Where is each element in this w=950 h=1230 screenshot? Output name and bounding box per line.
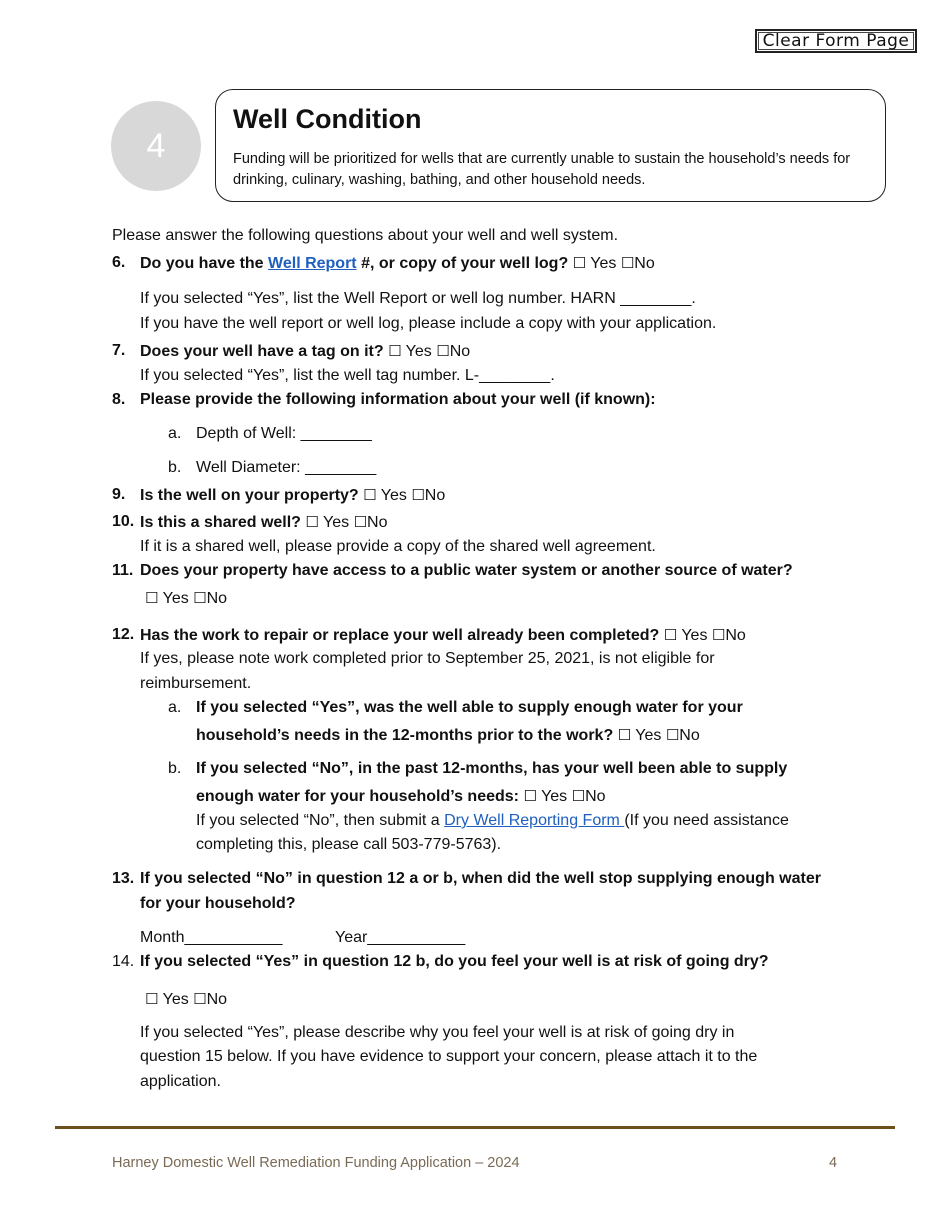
- q11-no-label: No: [206, 590, 228, 607]
- q6-row: [140, 254, 655, 273]
- q12-no-label: No: [725, 627, 746, 644]
- q12b-no-label: No: [585, 788, 606, 805]
- q12a-question-2: household’s needs in the 12-months prior to the work?: [196, 727, 614, 744]
- q14-number: 14.: [112, 953, 135, 970]
- q12-note-2: reimbursement.: [140, 675, 252, 692]
- q10-no-checkbox[interactable]: ☐: [353, 513, 368, 531]
- q11-yes-label: Yes: [162, 590, 189, 607]
- q7-number: 7.: [112, 342, 126, 359]
- q12b-instruction-2: completing this, please call 503-779-5763).: [196, 836, 502, 853]
- q12-no-checkbox[interactable]: ☐: [711, 626, 726, 644]
- section-description: Funding will be prioritized for wells that are currently unable to sustain the household’s needs for drinking, culinary, washing, bathing, and other household needs.: [233, 151, 851, 188]
- q12b-instruction-pre: If you selected “No”, then submit a: [196, 812, 445, 829]
- q10-instruction: If it is a shared well, please provide a copy of the shared well agreement.: [140, 538, 656, 555]
- section-title: Well Condition: [233, 104, 422, 134]
- clear-form-page-button[interactable]: Clear Form Page: [755, 29, 917, 53]
- q8-question: Please provide the following information about your well (if known):: [140, 391, 656, 408]
- q9-no-label: No: [424, 487, 446, 504]
- q6-instruction-2: If you have the well report or well log, please include a copy with your application.: [140, 315, 717, 332]
- q12b-yes-label: Yes: [541, 788, 568, 805]
- q11-number: 11.: [112, 562, 134, 579]
- q11-no-checkbox[interactable]: ☐: [193, 589, 207, 607]
- q6-instruction-1: If you selected “Yes”, list the Well Report or well log number. HARN ________.: [140, 290, 696, 307]
- q12-number: 12.: [112, 626, 135, 643]
- q12b-letter: b.: [168, 760, 182, 777]
- q10-yes-label: Yes: [323, 514, 350, 531]
- q12-row: [140, 626, 746, 645]
- q14-instruction-2: question 15 below. If you have evidence to support your concern, please attach it to the: [140, 1048, 758, 1065]
- q8b-letter: b.: [168, 459, 182, 476]
- q9-yes-label: Yes: [380, 487, 407, 504]
- q7-question: Does your well have a tag on it?: [140, 343, 384, 360]
- q14-yes-checkbox[interactable]: ☐: [145, 990, 159, 1008]
- q7-yes-checkbox[interactable]: ☐: [388, 342, 402, 360]
- q13-question-2: for your household?: [140, 895, 296, 912]
- year-field[interactable]: Year___________: [335, 929, 466, 946]
- q14-instruction-1: If you selected “Yes”, please describe why you feel your well is at risk of going dry in: [140, 1024, 735, 1041]
- q7-no-label: No: [449, 343, 471, 360]
- q12a-letter: a.: [168, 699, 182, 716]
- q14-yes-label: Yes: [162, 991, 189, 1008]
- q7-no-checkbox[interactable]: ☐: [436, 342, 450, 360]
- q12b-question-1: If you selected “No”, in the past 12-months, has your well been able to supply: [196, 760, 788, 777]
- q12b-no-checkbox[interactable]: ☐: [571, 787, 586, 805]
- q12b-row: [196, 787, 606, 806]
- footer-divider: [55, 1126, 895, 1129]
- well-report-link[interactable]: Well Report: [268, 255, 357, 272]
- q12a-yes-label: Yes: [635, 727, 662, 744]
- q9-no-checkbox[interactable]: ☐: [411, 486, 425, 504]
- q14-no-label: No: [206, 991, 228, 1008]
- q14-no-checkbox[interactable]: ☐: [193, 990, 207, 1008]
- q7-instruction: If you selected “Yes”, list the well tag number. L-________.: [140, 367, 555, 384]
- q14-options: [145, 990, 227, 1009]
- q8a-letter: a.: [168, 425, 182, 442]
- q14-instruction-3: application.: [140, 1073, 221, 1090]
- q10-yes-checkbox[interactable]: ☐: [305, 513, 319, 531]
- month-field[interactable]: Month___________: [140, 929, 283, 946]
- q9-row: [140, 486, 445, 505]
- q9-yes-checkbox[interactable]: ☐: [363, 486, 377, 504]
- intro-text: Please answer the following questions about your well and well system.: [112, 227, 619, 244]
- q6-question-pre: Do you have the: [140, 255, 269, 272]
- q6-no-label: No: [634, 255, 655, 272]
- q10-question: Is this a shared well?: [140, 514, 301, 531]
- q12a-yes-checkbox[interactable]: ☐: [617, 726, 632, 744]
- footer-page-number: 4: [829, 1155, 838, 1171]
- q8-number: 8.: [112, 391, 126, 408]
- section-number-badge: 4: [111, 101, 201, 191]
- q13-number: 13.: [112, 870, 135, 887]
- dry-well-reporting-form-link[interactable]: Dry Well Reporting Form: [444, 812, 625, 829]
- q10-number: 10.: [112, 513, 135, 530]
- footer-title: Harney Domestic Well Remediation Funding Application – 2024: [112, 1155, 520, 1171]
- q13-question-1: If you selected “No” in question 12 a or b, when did the well stop supplying enough water: [140, 870, 821, 887]
- depth-of-well-field[interactable]: Depth of Well: ________: [196, 425, 372, 442]
- q12b-instruction-1: [196, 812, 789, 830]
- q12a-question-1: If you selected “Yes”, was the well able to supply enough water for your: [196, 699, 743, 716]
- q12a-no-checkbox[interactable]: ☐: [665, 726, 680, 744]
- q6-yes-checkbox[interactable]: ☐: [572, 254, 587, 272]
- q12b-question-2: enough water for your household’s needs:: [196, 788, 519, 805]
- section-header-card: [215, 89, 886, 202]
- q12-question: Has the work to repair or replace your well already been completed?: [140, 627, 660, 644]
- q7-yes-label: Yes: [405, 343, 432, 360]
- q11-yes-checkbox[interactable]: ☐: [145, 589, 159, 607]
- q9-number: 9.: [112, 486, 126, 503]
- q9-question: Is the well on your property?: [140, 487, 359, 504]
- q6-yes-label: Yes: [590, 255, 617, 272]
- q6-number: 6.: [112, 254, 126, 271]
- q11-options: [145, 589, 227, 608]
- q10-row: [140, 513, 387, 532]
- q6-no-checkbox[interactable]: ☐: [620, 254, 635, 272]
- q12b-yes-checkbox[interactable]: ☐: [523, 787, 537, 805]
- q14-question: If you selected “Yes” in question 12 b, do you feel your well is at risk of going dry?: [140, 953, 769, 970]
- q6-question-post: #, or copy of your well log?: [356, 255, 569, 272]
- q12-yes-checkbox[interactable]: ☐: [663, 626, 678, 644]
- well-diameter-field[interactable]: Well Diameter: ________: [196, 459, 377, 476]
- q12-yes-label: Yes: [681, 627, 708, 644]
- q10-no-label: No: [367, 514, 388, 531]
- q12-note-1: If yes, please note work completed prior to September 25, 2021, is not eligible for: [140, 650, 715, 667]
- q12b-instruction-post: (If you need assistance: [624, 812, 789, 829]
- q12a-row: [196, 726, 700, 745]
- q11-question: Does your property have access to a public water system or another source of water?: [140, 562, 793, 579]
- q12a-no-label: No: [679, 727, 700, 744]
- q7-row: [140, 342, 470, 361]
